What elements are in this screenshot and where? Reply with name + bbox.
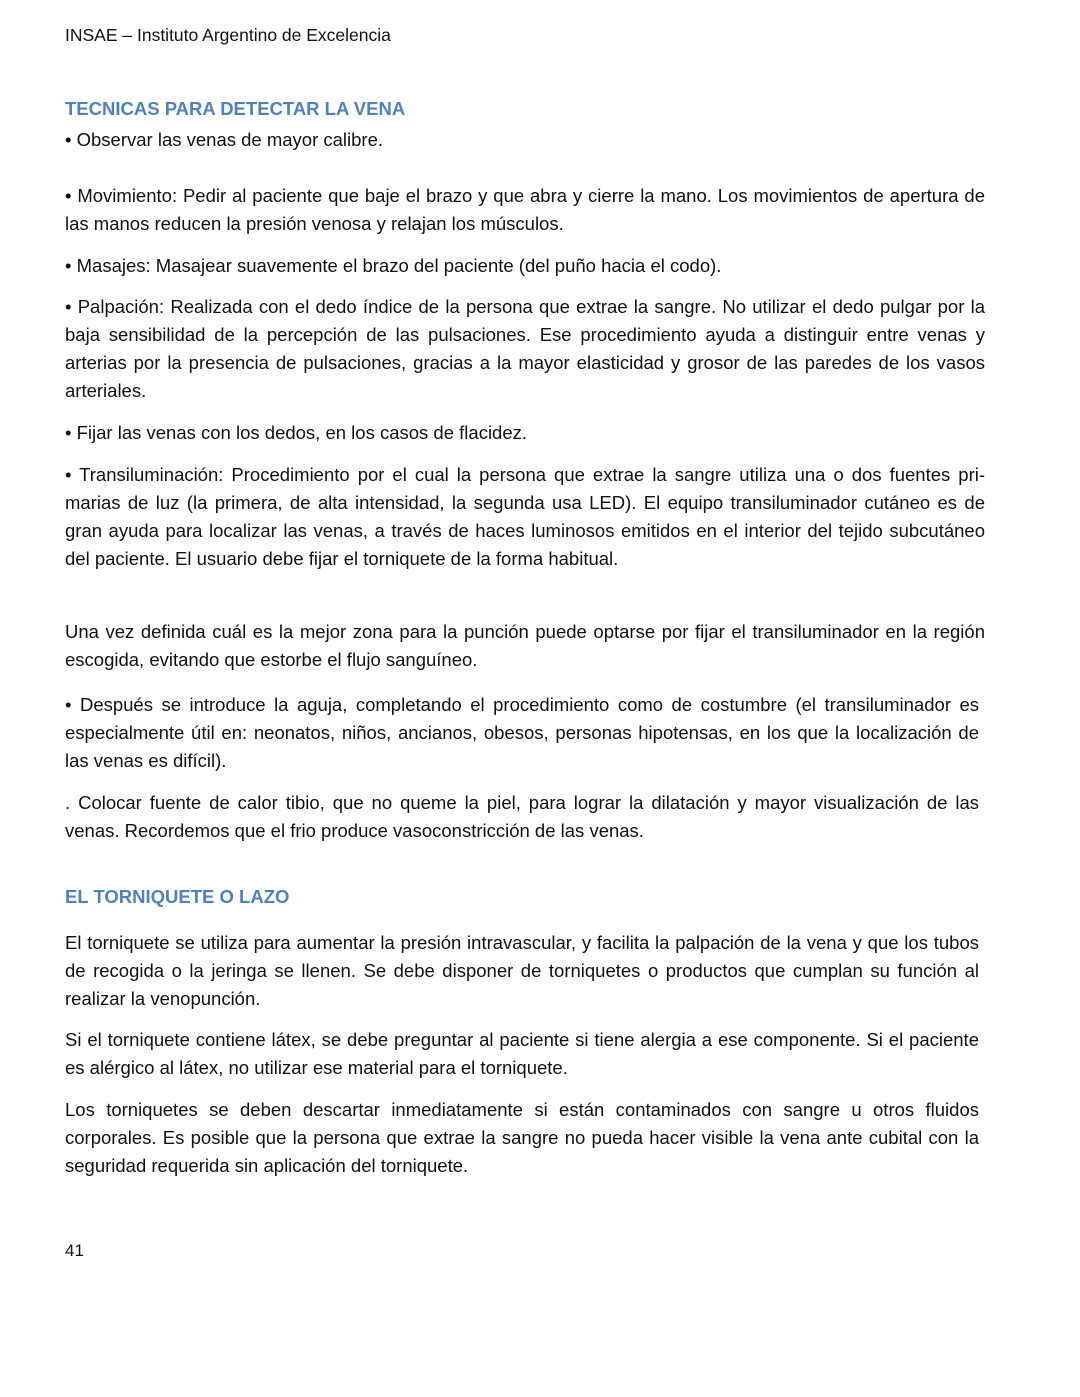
paragraph: . Colocar fuente de calor tibio, que no queme la piel, para lograr la dilatación y mayor visualización de las venas. Recordemos que el frio produce vasoconstricción de las venas. [65, 792, 979, 841]
paragraph: • Después se introduce la aguja, completando el procedimiento como de costumbre (el transiluminador es especialmente útil en: neonatos, niños, ancianos, obesos, personas hipotensas, en los que la localización de las venas es difícil). [65, 694, 979, 771]
section-heading-tourniquet: EL TORNIQUETE O LAZO [65, 886, 290, 907]
paragraph: Los torniquetes se deben descartar inmediatamente si están contaminados con sangre u otros fluidos corporales. Es posible que la persona que extrae la sangre no pueda hacer visible la vena ante cubital con la seguridad requerida sin aplicación del torniquete. [65, 1099, 979, 1176]
paragraph: Una vez definida cuál es la mejor zona para la punción puede optarse por fijar el transiluminador en la región escogida, evitando que estorbe el flujo sanguíneo. [65, 621, 985, 670]
paragraph: • Movimiento: Pedir al paciente que baje el brazo y que abra y cierre la mano. Los movimientos de apertura de las manos reducen la presión venosa y relajan los músculos. [65, 185, 985, 234]
paragraph: Si el torniquete contiene látex, se debe preguntar al paciente si tiene alergia a ese componente. Si el paciente es alérgico al látex, no utilizar ese material para el torniquete. [65, 1029, 979, 1078]
paragraph: • Observar las venas de mayor calibre. [65, 129, 384, 150]
paragraph: • Transiluminación: Procedimiento por el cual la persona que extrae la sangre utiliza una o dos fuentes pri-marias de luz (la primera, de alta intensidad, la segunda usa LED). El equipo transiluminador cutáneo es de gran ayuda para localizar las venas, a través de haces luminosos emitidos en el interior del tejido subcutáneo del paciente. El usuario debe fijar el torniquete de la forma habitual. [65, 464, 985, 569]
paragraph: • Palpación: Realizada con el dedo índice de la persona que extrae la sangre. No utilizar el dedo pulgar por la baja sensibilidad de la percepción de las pulsaciones. Ese procedimiento ayuda a distinguir entre venas y arterias por la presencia de pulsaciones, gracias a la mayor elasticidad y grosor de las paredes de los vasos arteriales. [65, 296, 985, 401]
page-number: 41 [65, 1241, 84, 1260]
document-header: INSAE – Instituto Argentino de Excelencia [65, 25, 391, 45]
paragraph: • Masajes: Masajear suavemente el brazo del paciente (del puño hacia el codo). [65, 255, 722, 276]
section-heading-techniques: TECNICAS PARA DETECTAR LA VENA [65, 98, 406, 119]
paragraph: El torniquete se utiliza para aumentar la presión intravascular, y facilita la palpación de la vena y que los tubos de recogida o la jeringa se llenen. Se debe disponer de torniquetes o productos que cumplan su función al realizar la venopunción. [65, 932, 979, 1009]
paragraph: • Fijar las venas con los dedos, en los casos de flacidez. [65, 422, 528, 443]
